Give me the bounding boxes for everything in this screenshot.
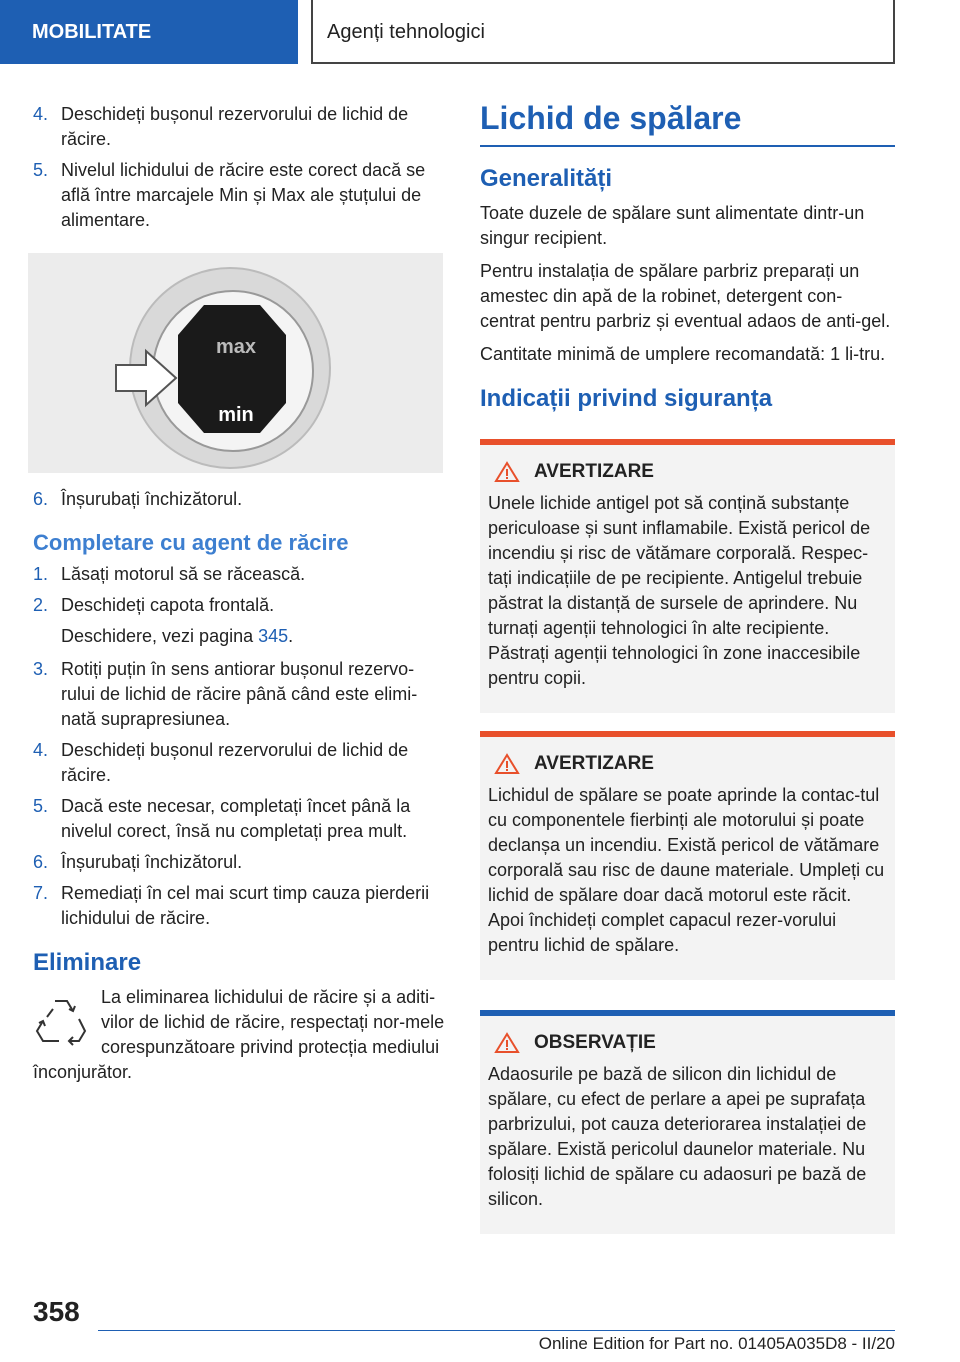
max-label: max [215, 336, 257, 358]
step-item: 6. Înșurubați închizătorul. [33, 489, 243, 509]
step-item: 3. Rotiți puțin în sens antiorar bușonul rezervo-rului de lichid de răcire până când este elimi-nată suprapresiunea. [33, 659, 418, 729]
step-item: 2. Deschideți capota frontală. [33, 595, 275, 615]
left-column [33, 102, 448, 1093]
footer-divider [98, 1330, 895, 1331]
disposal-title: Eliminare [33, 949, 142, 976]
step-item: 6. Înșurubați închizătorul. [33, 852, 243, 872]
step-item: 4. Deschideți bușonul rezervorului de lichid de răcire. [33, 104, 409, 149]
warning-bar [480, 439, 895, 445]
page-link[interactable]: 345 [258, 626, 289, 646]
step-item: 7. Remediați în cel mai scurt timp cauza pierderii lichidului de răcire. [33, 883, 430, 928]
header-chapter: Agenți tehnologici [311, 0, 895, 64]
right-column [480, 100, 895, 1252]
warning-box: AVERTIZARE Lichidul de spălare se poate aprinde la contac-tul cu componentele fierbinți ale motorului și poate declanșa un incendiu. Există pericol de vătămare corporală sau risc de daune materiale. Umpleți cu lichid de spălare doar dacă motorul este răcit. Apoi închideți complet capacul rezer-vorului pentru lichid de spălare. [480, 731, 895, 980]
step-item: 1. Lăsați motorul să se răcească. [33, 564, 306, 584]
page-reference: Deschidere, vezi pagina 345. [61, 626, 294, 646]
disposal-block [33, 985, 448, 1085]
general-paragraph: Toate duzele de spălare sunt alimentate dintr-un singur recipient. [480, 203, 865, 248]
warning-bar [480, 731, 895, 737]
warning-box: AVERTIZARE Unele lichide antigel pot să conțină substanțe periculoase și sunt inflamabile. Există pericol de incendiu și risc de vătămare corporală. Respec-tați indicațiile de pe recipiente. Antigelul trebuie păstrat la distanță de sursele de aprindere. Nu turnați agenții tehnologici în alte recipiente. Păstrați agenții tehnologici în zone inaccesibile pentru copii. [480, 439, 895, 713]
step-item: 5. Nivelul lichidului de răcire este corect dacă se află între marcajele Min și Max ale ștuțului de alimentare. [33, 160, 426, 230]
header-section: MOBILITATE [0, 0, 298, 64]
notice-bar [480, 1010, 895, 1016]
step-item: 4. Deschideți bușonul rezervorului de lichid de răcire. [33, 740, 409, 785]
step-item: 5. Dacă este necesar, completați încet până la nivelul corect, însă nu completați prea mult. [33, 796, 411, 841]
recycle-icon [33, 993, 89, 1049]
footer-edition: Online Edition for Part no. 01405A035D8 - II/20 [538, 1334, 895, 1353]
coolant-cap-figure [28, 253, 443, 473]
warning-text: Unele lichide antigel pot să conțină substanțe periculoase și sunt inflamabile. Există pericol de incendiu și risc de vătămare corporală. Respec-tați indicațiile de pe recipiente. Antigelul trebuie păstrat la distanță de sursele de aprindere. Nu turnați agenții tehnologici în alte recipiente. Păstrați agenții tehnologici în zone inaccesibile pentru copii. [488, 493, 871, 688]
safety-title: Indicații privind siguranța [480, 385, 773, 412]
section-title: Lichid de spălare [480, 100, 895, 147]
warning-triangle-icon [494, 753, 520, 775]
general-paragraph: Pentru instalația de spălare parbriz preparați un amestec din apă de la robinet, detergent con-centrat pentru parbriz și eventual adaos de anti-gel. [480, 261, 891, 331]
general-title: Generalități [480, 165, 613, 192]
page-number: 358 [33, 1296, 80, 1327]
completion-title: Completare cu agent de răcire [33, 530, 349, 555]
notice-triangle-icon [494, 1032, 520, 1054]
notice-text: Adaosurile pe bază de silicon din lichidul de spălare, cu efect de perlare a apei pe suprafața parbrizului, pot cauza deteriorarea instalației de spălare. Există pericolul daunelor materiale. Nu folosiți lichid de spălare cu adaosuri pe bază de silicon. [488, 1064, 867, 1209]
warning-text: Lichidul de spălare se poate aprinde la contac-tul cu componentele fierbinți ale motorului și poate declanșa un incendiu. Există pericol de vătămare corporală sau risc de daune materiale. Umpleți cu lichid de spălare doar dacă motorul este răcit. Apoi închideți complet capacul rezer-vorului pentru lichid de spălare. [488, 785, 885, 955]
general-paragraph: Cantitate minimă de umplere recomandată: 1 li-tru. [480, 344, 886, 364]
disposal-text: La eliminarea lichidului de răcire și a aditi-vilor de lichid de răcire, respectați nor-mele corespunzătoare privind protecția mediului înconjurător. [33, 987, 445, 1082]
min-label: min [218, 404, 254, 426]
warning-triangle-icon [494, 461, 520, 483]
notice-box: OBSERVAȚIE Adaosurile pe bază de silicon din lichidul de spălare, cu efect de perlare a apei pe suprafața parbrizului, pot cauza deteriorarea instalației de spălare. Există pericolul daunelor materiale. Nu folosiți lichid de spălare cu adaosuri pe bază de silicon. [480, 1010, 895, 1234]
